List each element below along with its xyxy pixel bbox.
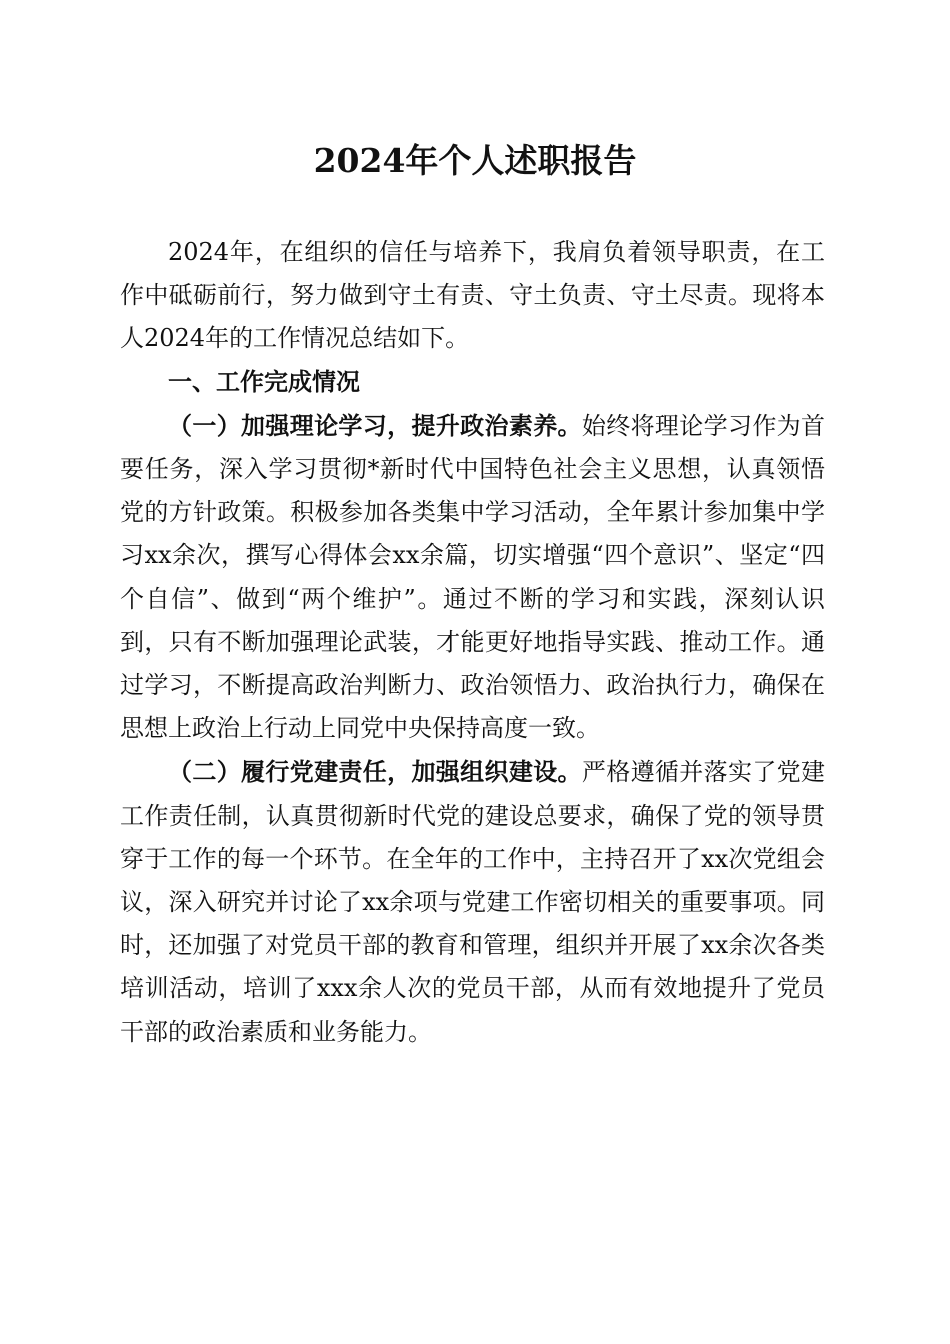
section-item-2-text: 严格遵循并落实了党建工作责任制，认真贯彻新时代党的建设总要求，确保了党的领导贯穿于工作的每一个环节。在全年的工作中，主持召开了xx次党组会议，深入研究并讨论了xx余项与党建工作密切相关的重要事项。同时，还加强了对党员干部的教育和管理，组织并开展了xx余次各类培训活动，培训了xxx余人次的党员干部，从而有效地提升了党员干部的政治素质和业务能力。 [120, 758, 826, 1046]
section-heading: 一、工作完成情况 [168, 367, 360, 396]
document-title: 2024年个人述职报告 [313, 141, 637, 180]
section-item-2 [120, 750, 825, 1053]
section-item-2-lead: （二）履行党建责任，加强组织建设。 [168, 757, 582, 787]
section-item-1-lead: （一）加强理论学习，提升政治素养。 [168, 410, 582, 440]
section-item-1 [120, 404, 825, 751]
section-item-1-text: 始终将理论学习作为首要任务，深入学习贯彻*新时代中国特色社会主义思想，认真领悟党的方针政策。积极参加各类集中学习活动，全年累计参加集中学习xx余次，撰写心得体会xx余篇，切实增强“四个意识”、坚定“四个自信”、做到“两个维护”。通过不断的学习和实践，深刻认识到，只有不断加强理论武装，才能更好地指导实践、推动工作。通过学习，不断提高政治判断力、政治领悟力、政治执行力，确保在思想上政治上行动上同党中央保持高度一致。 [120, 411, 826, 743]
intro-paragraph: 2024年，在组织的信任与培养下，我肩负着领导职责，在工作中砥砺前行，努力做到守土有责、守土负责、守土尽责。现将本人2024年的工作情况总结如下。 [120, 238, 825, 353]
document-body [120, 231, 825, 1054]
